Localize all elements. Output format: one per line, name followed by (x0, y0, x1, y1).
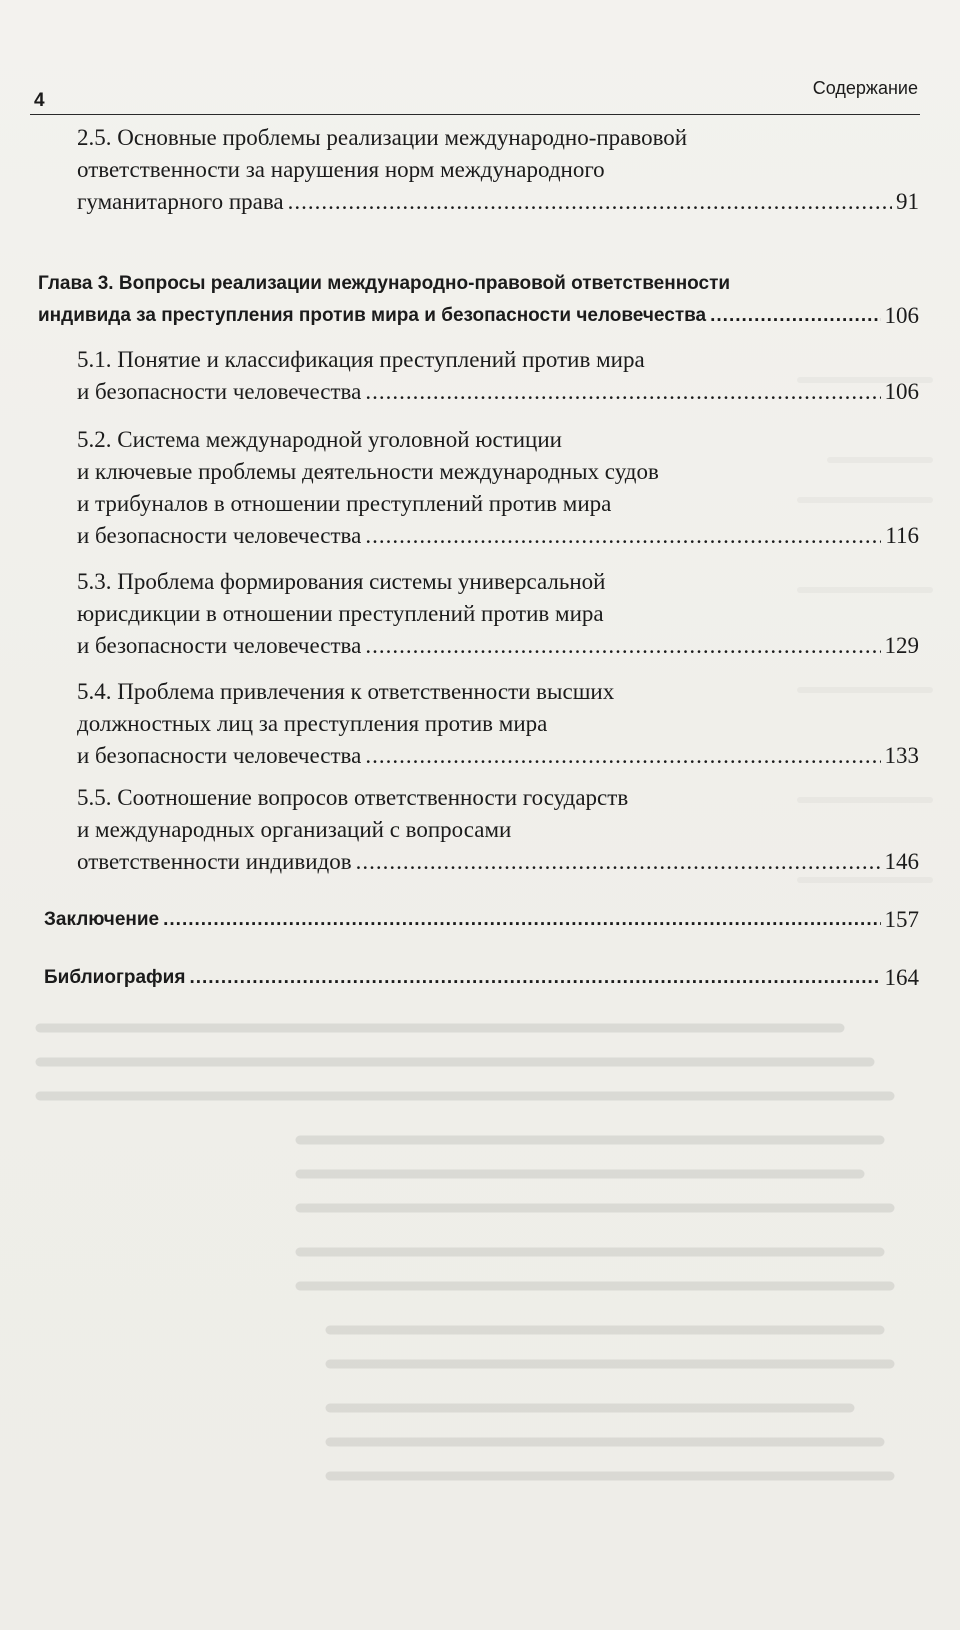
toc-entry-line: 5.2. Система международной уголовной юстиции (77, 427, 562, 452)
toc-page-number: 157 (884, 907, 919, 932)
toc-entry-text: Заключение (44, 909, 160, 930)
toc-entry-last-line (77, 846, 919, 878)
toc-entry-5-2[interactable] (77, 424, 919, 552)
toc-entry-last-line (38, 300, 919, 332)
toc-page-number: 146 (884, 849, 919, 874)
toc-page-number: 129 (884, 633, 919, 658)
toc-entry-text: и безопасности человечества (77, 743, 362, 768)
toc-entry-last-line (77, 186, 919, 218)
toc-entry-line: должностных лиц за преступления против мира (77, 711, 548, 736)
toc-entry-line: юрисдикции в отношении преступлений против мира (77, 601, 604, 626)
toc-entry-line: и международных организаций с вопросами (77, 817, 512, 842)
toc-entry-5-4[interactable] (77, 676, 919, 772)
toc-entry-5-5[interactable] (77, 782, 919, 878)
toc-entry-last-line (44, 904, 919, 936)
toc-entry-text: Библиография (44, 967, 186, 988)
toc-entry-line: ответственности за нарушения норм международного (77, 157, 605, 182)
toc-entry-text: гуманитарного права (77, 189, 284, 214)
toc-entry-conclusion[interactable] (44, 904, 919, 936)
leader-dots (710, 300, 880, 332)
toc-entry-line: и ключевые проблемы деятельности международных судов (77, 459, 659, 484)
toc-entry-5-1[interactable] (77, 344, 919, 408)
toc-entry-line: 5.3. Проблема формирования системы универсальной (77, 569, 606, 594)
toc-entry-text: и безопасности человечества (77, 379, 362, 404)
leader-dots (288, 186, 892, 218)
leader-dots (189, 962, 880, 994)
toc-page-number: 106 (884, 303, 919, 328)
toc-page-number: 164 (884, 965, 919, 990)
leader-dots (163, 904, 880, 936)
page-header (30, 78, 920, 115)
toc-entry-last-line (77, 630, 919, 662)
toc-entry-bibliography[interactable] (44, 962, 919, 994)
toc-entry-text: индивида за преступления против мира и безопасности человечества (38, 305, 707, 326)
toc-entry-line: 5.1. Понятие и классификация преступлений против мира (77, 347, 645, 372)
toc-entry-5-3[interactable] (77, 566, 919, 662)
leader-dots (356, 846, 881, 878)
leader-dots (365, 520, 881, 552)
toc-entry-chapter-3[interactable] (38, 268, 919, 332)
toc-entry-last-line (77, 376, 919, 408)
toc-entry-last-line (77, 740, 919, 772)
toc-entry-line: и трибуналов в отношении преступлений против мира (77, 491, 612, 516)
running-head: Содержание (812, 78, 918, 98)
toc-entry-last-line (77, 520, 919, 552)
toc-entry-line: 5.5. Соотношение вопросов ответственности государств (77, 785, 629, 810)
toc-page-number: 116 (885, 523, 919, 548)
toc-page-number: 91 (896, 189, 919, 214)
page-number: 4 (34, 90, 45, 111)
toc-entry-2-5[interactable] (77, 122, 919, 218)
toc-page-number: 106 (884, 379, 919, 404)
toc-entry-text: и безопасности человечества (77, 633, 362, 658)
toc-entry-text: и безопасности человечества (77, 523, 362, 548)
toc-entry-line: Глава 3. Вопросы реализации международно-правовой ответственности (38, 273, 731, 294)
leader-dots (365, 376, 880, 408)
toc-entry-last-line (44, 962, 919, 994)
leader-dots (365, 740, 880, 772)
toc-entry-line: 2.5. Основные проблемы реализации международно-правовой (77, 125, 688, 150)
toc-page-number: 133 (884, 743, 919, 768)
toc-entry-text: ответственности индивидов (77, 849, 352, 874)
toc-entry-line: 5.4. Проблема привлечения к ответственности высших (77, 679, 615, 704)
leader-dots (365, 630, 880, 662)
